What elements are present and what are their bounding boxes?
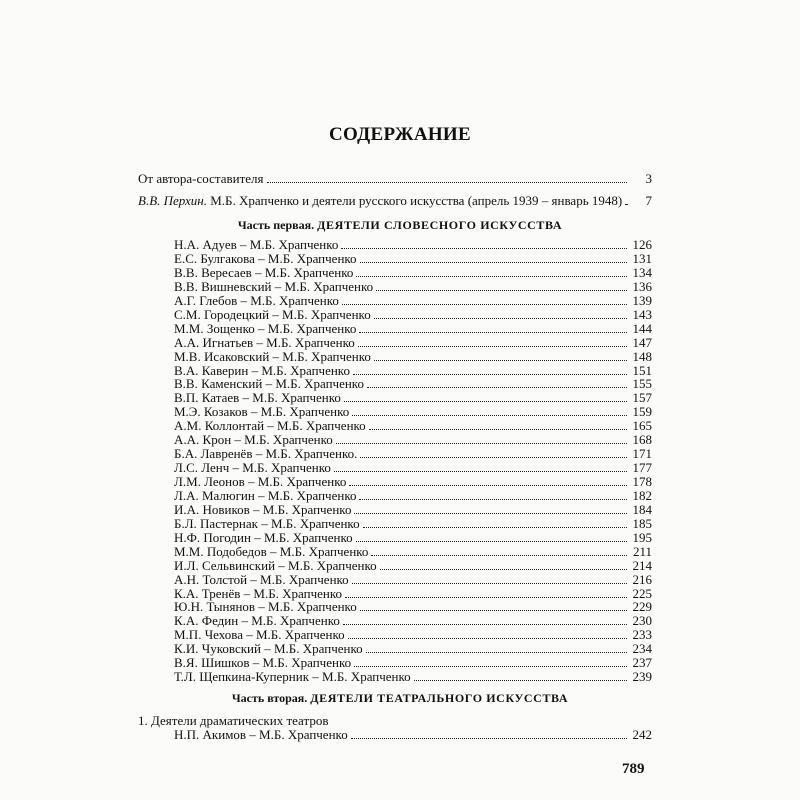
- toc-entry-label: К.А. Тренёв – М.Б. Храпченко: [174, 585, 343, 601]
- toc-entry-label: Ю.Н. Тынянов – М.Б. Храпченко: [174, 599, 357, 615]
- toc-entry: [174, 363, 652, 378]
- toc-entry-page: 134: [632, 264, 652, 280]
- page-title: СОДЕРЖАНИЕ: [329, 124, 471, 145]
- toc-entry-label: Н.П. Акимов – М.Б. Храпченко: [174, 727, 348, 742]
- toc-entry-label: В.В. Каменский – М.Б. Храпченко: [174, 376, 364, 392]
- toc-entry: [174, 432, 652, 447]
- toc-entry-page: 242: [632, 727, 652, 742]
- dot-leader: [359, 332, 627, 333]
- toc-entry-label: В.Я. Шишков – М.Б. Храпченко: [174, 655, 352, 671]
- toc-entry-label: Л.М. Леонов – М.Б. Храпченко: [174, 474, 347, 489]
- toc-entry-label: Н.Ф. Погодин – М.Б. Храпченко: [174, 529, 353, 545]
- part-one-prefix: Часть первая.: [237, 218, 315, 232]
- toc-entry-label: И.А. Новиков – М.Б. Храпченко: [174, 501, 352, 517]
- toc-entry-label: А.А. Игнатьев – М.Б. Храпченко: [174, 334, 355, 350]
- toc-entry-label: А.М. Коллонтай – М.Б. Храпченко: [174, 418, 366, 434]
- dot-leader: [374, 360, 627, 361]
- toc-entry: [174, 655, 652, 670]
- dot-leader: [360, 262, 627, 263]
- toc-entry: [174, 349, 652, 364]
- toc-entry: [174, 418, 652, 433]
- toc-entry: [174, 404, 652, 419]
- toc-entry-label: От автора-составителя: [138, 171, 264, 186]
- dot-leader: [358, 346, 627, 347]
- toc-entry-page: 214: [632, 557, 652, 573]
- toc-entry-page: 230: [632, 613, 652, 629]
- dot-leader: [349, 485, 627, 486]
- toc-entry-label: М.М. Зощенко – М.Б. Храпченко: [174, 320, 357, 336]
- toc-entry-label: К.А. Федин – М.Б. Храпченко: [174, 613, 340, 629]
- toc-entry-page: 148: [632, 348, 652, 364]
- toc-entry: [174, 307, 652, 322]
- dot-leader: [354, 666, 627, 667]
- dot-leader: [360, 610, 627, 611]
- toc-entry: [174, 613, 652, 628]
- toc-entry: [174, 586, 652, 601]
- dot-leader: [345, 597, 627, 598]
- toc-entry: [174, 544, 652, 559]
- toc-entry-label: Л.С. Ленч – М.Б. Храпченко: [174, 460, 331, 475]
- toc-entry: [174, 627, 652, 642]
- dot-leader: [363, 527, 627, 528]
- toc-entry-title: М.Б. Храпченко и деятели русского искусства (апрель 1939 – январь 1948): [207, 193, 623, 208]
- dot-leader: [354, 513, 627, 514]
- dot-leader: [380, 569, 627, 570]
- toc-entry-page: 185: [632, 515, 652, 531]
- toc-entry-introduction: [138, 193, 652, 208]
- toc-entry: [174, 572, 652, 587]
- toc-entry-page: 168: [632, 432, 652, 448]
- toc-entry-page: 239: [632, 669, 652, 685]
- toc-entry-page: 155: [632, 376, 652, 392]
- toc-entry-page: 184: [632, 501, 652, 517]
- section-heading: 1. Деятели драматических театров: [138, 713, 329, 728]
- toc-entry: [174, 474, 652, 489]
- toc-entry-page: 139: [632, 292, 652, 308]
- dot-leader: [351, 738, 627, 739]
- toc-entry-page: 216: [632, 571, 652, 587]
- part-one-title: ДЕЯТЕЛИ СЛОВЕСНОГО ИСКУССТВА: [317, 218, 563, 232]
- dot-leader: [366, 652, 627, 653]
- toc-entry: [174, 390, 652, 405]
- toc-entry-label: В.А. Каверин – М.Б. Храпченко: [174, 362, 350, 378]
- toc-entry: [174, 558, 652, 573]
- toc-entry: [174, 321, 652, 336]
- dot-leader: [343, 624, 627, 625]
- toc-entry-label: К.И. Чуковский – М.Б. Храпченко: [174, 641, 363, 657]
- toc-entry-page: 182: [632, 487, 652, 503]
- dot-leader: [369, 429, 627, 430]
- toc-entry-page: 233: [632, 627, 652, 643]
- toc-entry-label: М.М. Подобедов – М.Б. Храпченко: [174, 543, 369, 559]
- toc-entry-label: С.М. Городецкий – М.Б. Храпченко: [174, 306, 371, 322]
- toc-entry-label: Б.Л. Пастернак – М.Б. Храпченко: [174, 515, 360, 531]
- toc-entry: [174, 460, 652, 475]
- toc-entry-page: 151: [632, 362, 652, 378]
- toc-entry-page: 225: [632, 585, 652, 601]
- dot-leader: [348, 638, 627, 639]
- dot-leader: [625, 204, 627, 205]
- toc-entry-label: Е.С. Булгакова – М.Б. Храпченко: [174, 250, 357, 266]
- toc-entry: [174, 530, 652, 545]
- toc-entry-page: 229: [632, 599, 652, 615]
- dot-leader: [344, 401, 627, 402]
- toc-entry: [174, 251, 652, 266]
- toc-entry-page: 234: [632, 641, 652, 657]
- toc-entry-label: Н.А. Адуев – М.Б. Храпченко: [174, 237, 339, 252]
- toc-entry-page: 237: [632, 655, 652, 671]
- toc-entry-label: В.В. Вересаев – М.Б. Храпченко: [174, 264, 354, 280]
- toc-entry-label: А.А. Крон – М.Б. Храпченко: [174, 432, 333, 448]
- dot-leader: [414, 680, 627, 681]
- dot-leader: [341, 248, 627, 249]
- toc-entry-page: 157: [632, 390, 652, 406]
- dot-leader: [334, 471, 627, 472]
- toc-entry: [174, 237, 652, 252]
- toc-entry-label: Б.А. Лавренёв – М.Б. Храпченко.: [174, 446, 358, 462]
- toc-entry: [174, 279, 652, 294]
- toc-entry: [174, 669, 652, 684]
- toc-entry: [174, 488, 652, 503]
- toc-entry: [174, 516, 652, 531]
- toc-entry-page: 144: [632, 320, 652, 336]
- toc-entry: [174, 446, 652, 461]
- toc-entry-page: 147: [632, 334, 652, 350]
- toc-entry-page: 211: [632, 543, 652, 559]
- dot-leader: [356, 276, 627, 277]
- dot-leader: [353, 374, 627, 375]
- toc-entry-page: 178: [632, 474, 652, 489]
- toc-entry-page: 136: [632, 278, 652, 294]
- dot-leader: [367, 387, 627, 388]
- toc-entry-label: В.П. Катаев – М.Б. Храпченко: [174, 390, 341, 406]
- dot-leader: [359, 499, 627, 500]
- dot-leader: [356, 541, 627, 542]
- toc-entry-page: 171: [632, 446, 652, 462]
- dot-leader: [371, 555, 627, 556]
- toc-entry-page: 177: [632, 460, 652, 475]
- toc-entry-page: 159: [632, 404, 652, 420]
- dot-leader: [342, 304, 627, 305]
- toc-entry: [174, 265, 652, 280]
- dot-leader: [360, 457, 627, 458]
- toc-entry-page: 165: [632, 418, 652, 434]
- part-two-heading: [0, 691, 800, 706]
- toc-entry-page: 195: [632, 529, 652, 545]
- toc-entry-label: Л.А. Малюгин – М.Б. Храпченко: [174, 487, 357, 503]
- dot-leader: [336, 443, 627, 444]
- toc-entry-label: М.Э. Козаков – М.Б. Храпченко: [174, 404, 350, 420]
- toc-entry-label: А.Г. Глебов – М.Б. Храпченко: [174, 292, 339, 308]
- toc-entry-page: 126: [632, 237, 652, 252]
- toc-entry: [174, 599, 652, 614]
- part-two-prefix: Часть вторая.: [231, 691, 308, 705]
- toc-entry-preface: [138, 171, 652, 186]
- toc-entry-label: Т.Л. Щепкина-Куперник – М.Б. Храпченко: [174, 669, 411, 685]
- dot-leader: [376, 290, 627, 291]
- dot-leader: [352, 415, 627, 416]
- toc-entry-label: А.Н. Толстой – М.Б. Храпченко: [174, 571, 349, 587]
- dot-leader: [267, 182, 628, 183]
- toc-entry: [174, 293, 652, 308]
- dot-leader: [374, 318, 627, 319]
- toc-entry-page: 131: [632, 250, 652, 266]
- part-two-title: ДЕЯТЕЛИ ТЕАТРАЛЬНОГО ИСКУССТВА: [310, 691, 569, 705]
- toc-entry-label: И.Л. Сельвинский – М.Б. Храпченко: [174, 557, 377, 573]
- toc-entry: [174, 376, 652, 391]
- toc-entry: [174, 641, 652, 656]
- toc-entry-page: 143: [632, 306, 652, 322]
- toc-entry-label: М.П. Чехова – М.Б. Храпченко: [174, 627, 345, 643]
- page-number: 789: [622, 761, 645, 777]
- toc-entry: [174, 502, 652, 517]
- toc-entry-label: В.В. Вишневский – М.Б. Храпченко: [174, 278, 374, 294]
- toc-entry-page: 3: [645, 171, 652, 186]
- toc-entry-label: [138, 193, 622, 208]
- toc-entry-page: 7: [645, 193, 652, 208]
- toc-entry-author: В.В. Перхин.: [138, 193, 207, 208]
- toc-entry-label: М.В. Исаковский – М.Б. Храпченко: [174, 348, 371, 364]
- part-one-heading: [0, 218, 800, 233]
- toc-entry: [174, 335, 652, 350]
- dot-leader: [352, 583, 627, 584]
- toc-entry: [174, 727, 652, 742]
